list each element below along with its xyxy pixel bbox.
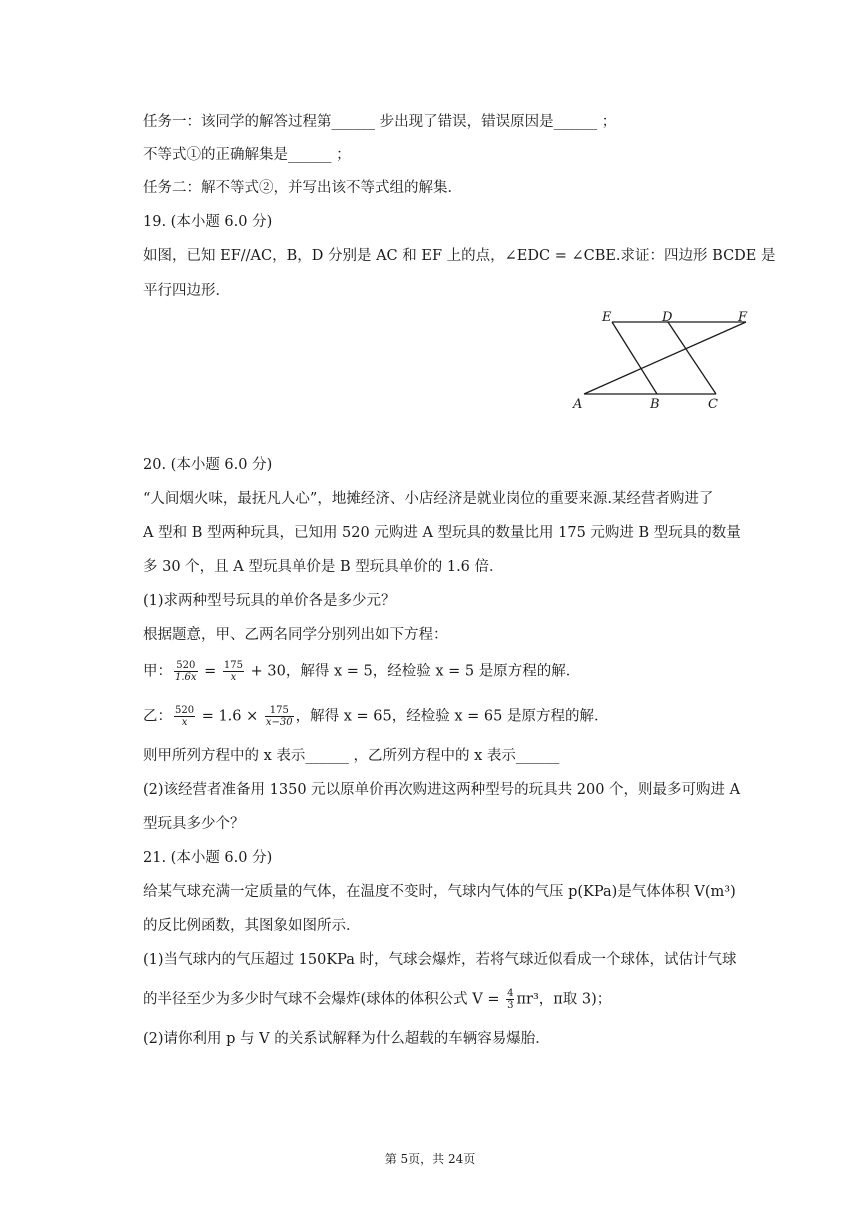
q19-text-1: 如图，已知 EF//AC，B，D 分别是 AC 和 EF 上的点，∠EDC = ∠CBE.求证：四边形 BCDE 是 (143, 248, 776, 264)
q21-part1-1: (1)当气球内的气压超过 150KPa 时，气球会爆炸，若将气球近似看成一个球体，试估计气球 (143, 952, 737, 968)
q20-part2-2: 型玩具多少个？ (143, 816, 245, 832)
q21-d-post: πr³，π取 3)； (516, 991, 612, 1008)
yi-f1-denominator: x (181, 717, 188, 728)
parallelogram-figure (568, 306, 758, 416)
jia-tail: + 30，解得 x = 5，经检验 x = 5 是原方程的解． (246, 663, 581, 680)
segment-af (584, 322, 746, 394)
q21-text-2: 的反比例函数，其图象如图所示． (143, 918, 361, 934)
jia-fraction-2 (223, 660, 244, 683)
q20-blank-line: 则甲所列方程中的 x 表示______ ，乙所列方程中的 x 表示______ (143, 748, 560, 764)
q20-text-1: “人间烟火味，最抚凡人心”，地摊经济、小店经济是就业岗位的重要来源.某经营者购进了 (143, 491, 714, 507)
jia-f1-denominator: 1.6x (175, 672, 197, 683)
label-a: A (573, 397, 583, 412)
q21-part1-2 (143, 988, 611, 1011)
q21-text-1: 给某气球充满一定质量的气体，在温度不变时，气球内气体的气压 p(KPa)是气体体积 V(m³) (143, 884, 736, 900)
q19-text-2: 平行四边形． (143, 283, 230, 299)
task2-line: 任务二：解不等式②，并写出该不等式组的解集． (143, 180, 462, 196)
q21-d-pre: 的半径至少为多少时气球不会爆炸(球体的体积公式 V = (143, 991, 505, 1008)
jia-f1-numerator: 520 (174, 660, 198, 672)
q21-heading: 21. (本小题 6.0 分) (143, 850, 273, 866)
label-b: B (650, 397, 660, 412)
label-d: D (662, 310, 673, 325)
q20-text-3: 多 30 个，且 A 型玩具单价是 B 型玩具单价的 1.6 倍． (143, 559, 504, 575)
jia-equals: = (199, 663, 221, 680)
q20-part2-1: (2)该经营者准备用 1350 元以原单价再次购进这两种型号的玩具共 200 个，则最多可购进 A (143, 782, 741, 798)
label-c: C (708, 397, 718, 412)
yi-prefix: 乙： (143, 708, 172, 725)
yi-mid: = 1.6 × (197, 708, 263, 725)
q19-heading: 19. (本小题 6.0 分) (143, 214, 273, 230)
jia-fraction-1 (174, 660, 198, 683)
yi-fraction-1 (174, 705, 195, 728)
inequality1-line: 不等式①的正确解集是______ ； (143, 147, 351, 163)
yi-f2-numerator: 175 (265, 705, 294, 717)
yi-f2-denominator: x−30 (265, 717, 293, 728)
jia-prefix: 甲： (143, 663, 172, 680)
yi-tail: ，解得 x = 65，经检验 x = 65 是原方程的解． (295, 708, 609, 725)
yi-fraction-2 (265, 705, 294, 728)
jia-f2-denominator: x (230, 672, 237, 683)
q20-part1: (1)求两种型号玩具的单价各是多少元？ (143, 593, 396, 609)
segment-dc (668, 322, 716, 394)
sphere-fraction-numerator: 4 (507, 988, 514, 999)
jia-f2-numerator: 175 (223, 660, 244, 671)
sphere-fraction-denominator: 3 (507, 1000, 514, 1011)
q20-text-4: 根据题意，甲、乙两名同学分别列出如下方程： (143, 627, 448, 643)
q20-heading: 20. (本小题 6.0 分) (143, 457, 273, 473)
label-f: F (738, 310, 748, 325)
segment-eb (612, 322, 657, 394)
yi-equation (143, 705, 608, 728)
q20-text-2: A 型和 B 型两种玩具，已知用 520 元购进 A 型玩具的数量比用 175 元购进 B 型玩具的数量 (143, 525, 741, 541)
q21-part2: (2)请你利用 p 与 V 的关系试解释为什么超载的车辆容易爆胎． (143, 1031, 550, 1047)
task1-line: 任务一：该同学的解答过程第______ 步出现了错误，错误原因是______ ； (143, 114, 617, 130)
sphere-volume-fraction (506, 988, 514, 1011)
yi-f1-numerator: 520 (175, 705, 195, 716)
jia-equation (143, 660, 580, 683)
page-footer: 第 5页，共 24页 (384, 1152, 476, 1166)
label-e: E (602, 310, 612, 325)
